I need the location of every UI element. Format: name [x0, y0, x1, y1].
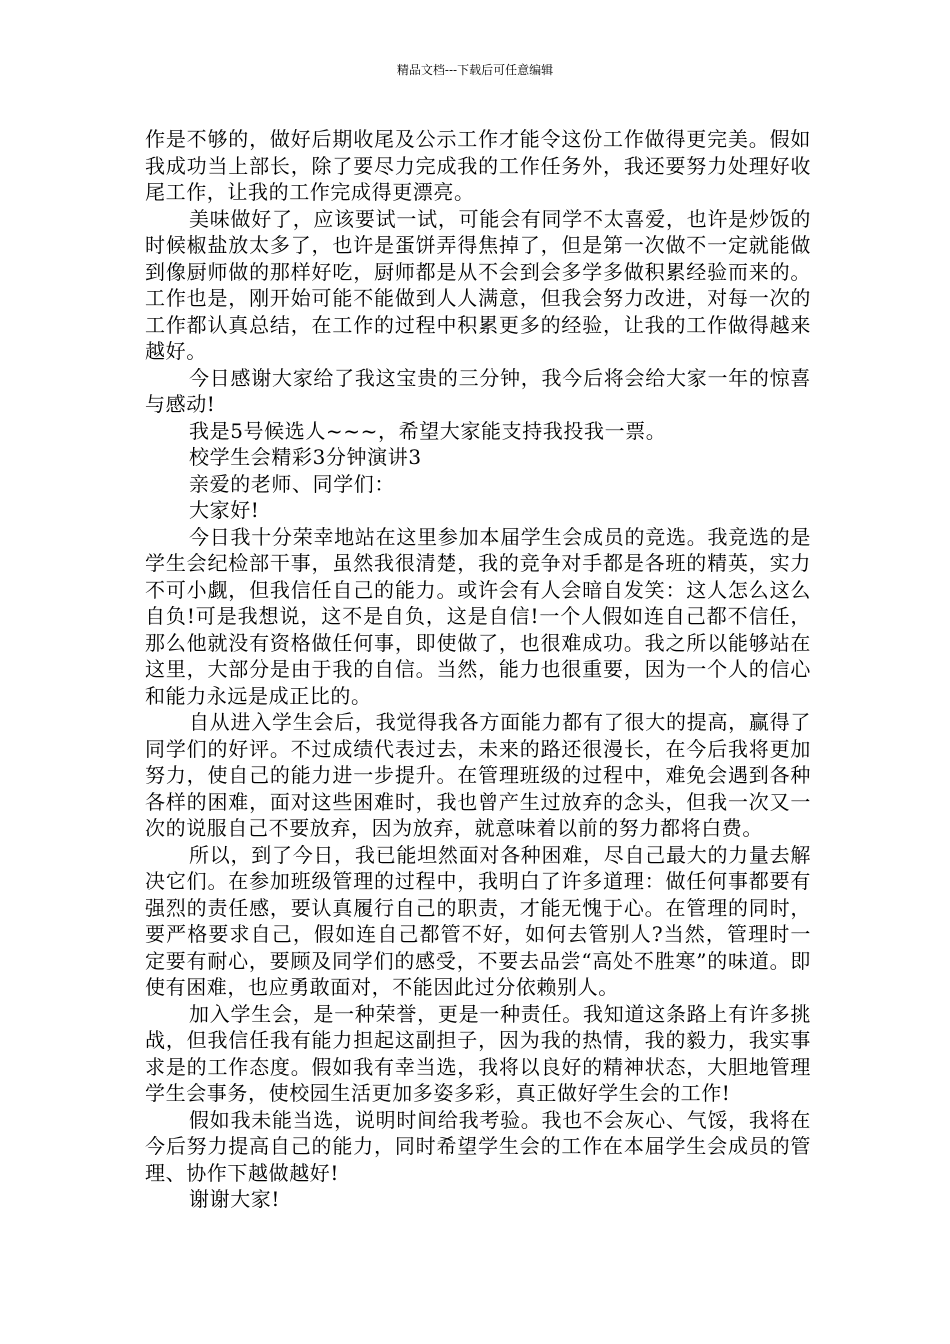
paragraph: 自从进入学生会后，我觉得我各方面能力都有了很大的提高，赢得了同学们的好评。不过成绩代表过去，未来的路还很漫长，在今后我将更加努力，使自己的能力进一步提升。在管理班级的过程中，难免会遇到各种各样的困难，面对这些困难时，我也曾产生过放弃的念头，但我一次又一次的说服自己不要放弃，因为放弃，就意味着以前的努力都将白费。: [145, 710, 811, 840]
section-title: 校学生会精彩3分钟演讲3: [189, 445, 422, 469]
page-header: 精品文档---下载后可任意编辑: [396, 63, 554, 77]
document-body: [145, 126, 811, 1213]
salutation: 亲爱的老师、同学们：: [189, 471, 395, 496]
paragraph: 美味做好了，应该要试一试，可能会有同学不太喜爱，也许是炒饭的时候椒盐放太多了，也许是蛋饼弄得焦掉了，但是第一次做不一定就能做到像厨师做的那样好吃，厨师都是从不会到会多学多做积累经验而来的。工作也是，刚开始可能不能做到人人满意，但我会努力改进，对每一次的工作都认真总结，在工作的过程中积累更多的经验，让我的工作做得越来越好。: [145, 206, 811, 363]
paragraph: 加入学生会，是一种荣誉，更是一种责任。我知道这条路上有许多挑战，但我信任我有能力担起这副担子，因为我的热情，我的毅力，我实事求是的工作态度。假如我有幸当选，我将以良好的精神状态，大胆地管理学生会事务，使校园生活更加多姿多彩，真正做好学生会的工作!: [145, 1001, 811, 1105]
paragraph: 我是5号候选人~~~，希望大家能支持我投我一票。: [189, 418, 667, 443]
paragraph: 今日感谢大家给了我这宝贵的三分钟，我今后将会给大家一年的惊喜与感动!: [145, 365, 811, 416]
paragraph: 今日我十分荣幸地站在这里参加本届学生会成员的竞选。我竞选的是学生会纪检部干事，虽然我很清楚，我的竞争对手都是各班的精英，实力不可小觑，但我信任自己的能力。或许会有人会暗自发笑：这人怎么这么自负!可是我想说，这不是自负，这是自信!一个人假如连自己都不信任，那么他就没有资格做任何事，即使做了，也很难成功。我之所以能够站在这里，大部分是由于我的自信。当然，能力也很重要，因为一个人的信心和能力永远是成正比的。: [145, 524, 811, 708]
greeting: 大家好!: [189, 498, 260, 522]
paragraph: 假如我未能当选，说明时间给我考验。我也不会灰心、气馁，我将在今后努力提高自己的能力，同时希望学生会的工作在本届学生会成员的管理、协作下越做越好!: [145, 1107, 811, 1185]
closing: 谢谢大家!: [189, 1187, 281, 1211]
paragraph: 作是不够的，做好后期收尾及公示工作才能令这份工作做得更完美。假如我成功当上部长，除了要尽力完成我的工作任务外，我还要努力处理好收尾工作，让我的工作完成得更漂亮。: [145, 127, 811, 204]
paragraph: 所以，到了今日，我已能坦然面对各种困难，尽自己最大的力量去解决它们。在参加班级管理的过程中，我明白了许多道理：做任何事都要有强烈的责任感，要认真履行自己的职责，才能无愧于心。在管理的同时，要严格要求自己，假如连自己都管不好，如何去管别人?当然，管理时一定要有耐心，要顾及同学们的感受，不要去品尝“高处不胜寒”的味道。即使有困难，也应勇敢面对，不能因此过分依赖别人。: [145, 842, 811, 999]
